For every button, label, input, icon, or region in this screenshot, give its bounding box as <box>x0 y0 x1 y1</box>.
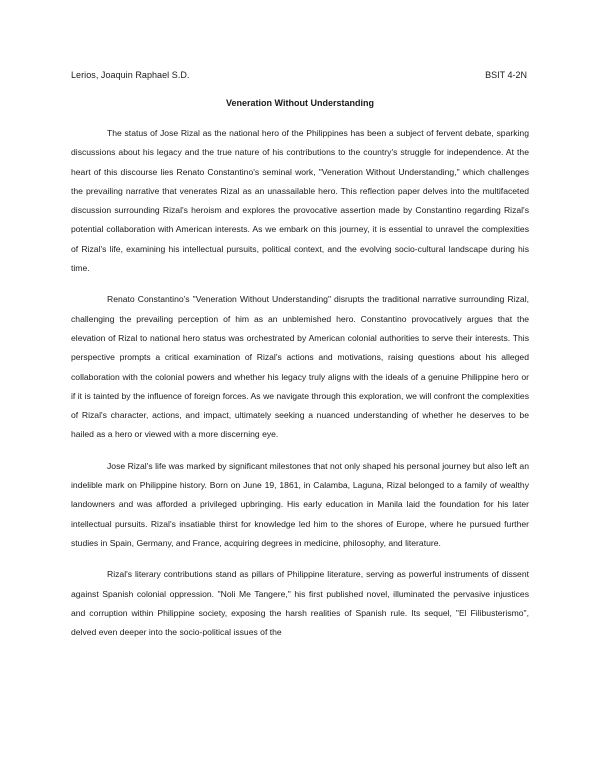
document-body <box>71 124 529 654</box>
section-code: BSIT 4-2N <box>485 70 527 80</box>
paragraph: Rizal's literary contributions stand as pillars of Philippine literature, serving as powerful instruments of dissent against Spanish colonial oppression. "Noli Me Tangere," his first published novel, illuminated the pervasive injustices and corruption within Philippine society, exposing the harsh realities of Spanish rule. Its sequel, "El Filibusterismo", delved even deeper into the socio-political issues of the <box>71 569 529 638</box>
document-title: Veneration Without Understanding <box>226 98 374 108</box>
paragraph: Renato Constantino's "Veneration Without Understanding" disrupts the traditional narrative surrounding Rizal, challenging the prevailing perception of him as an unblemished hero. Constantino provocatively argues that the elevation of Rizal to national hero status was orchestrated by American colonial authorities to serve their interests. This perspective prompts a critical examination of Rizal's actions and motivations, raising questions about his alleged collaboration with the colonial powers and whether his legacy truly aligns with the ideals of a genuine Philippine hero or if it is tainted by the influence of foreign forces. As we navigate through this exploration, we will confront the complexities of Rizal's character, actions, and impact, ultimately seeking a nuanced understanding of whether he deserves to be hailed as a hero or viewed with a more discerning eye. <box>71 294 529 440</box>
author-name: Lerios, Joaquin Raphael S.D. <box>71 70 190 80</box>
paragraph: The status of Jose Rizal as the national hero of the Philippines has been a subject of fervent debate, sparking discussions about his legacy and the true nature of his contributions to the country's struggle for independence. At the heart of this discourse lies Renato Constantino's seminal work, "Veneration Without Understanding," which challenges the prevailing narrative that venerates Rizal as an unassailable hero. This reflection paper delves into the multifaceted discussion surrounding Rizal's heroism and explores the provocative assertion made by Constantino regarding Rizal's potential collaboration with American interests. As we embark on this journey, it is essential to unravel the complexities of Rizal's life, examining his intellectual pursuits, political context, and the evolving socio-cultural landscape during his time. <box>71 128 529 274</box>
paragraph: Jose Rizal's life was marked by significant milestones that not only shaped his personal journey but also left an indelible mark on Philippine history. Born on June 19, 1861, in Calamba, Laguna, Rizal belonged to a family of wealthy landowners and was afforded a privileged upbringing. His early education in Manila laid the foundation for his later intellectual pursuits. Rizal's insatiable thirst for knowledge led him to the shores of Europe, where he pursued further studies in Spain, Germany, and France, acquiring degrees in medicine, philosophy, and literature. <box>71 460 529 548</box>
